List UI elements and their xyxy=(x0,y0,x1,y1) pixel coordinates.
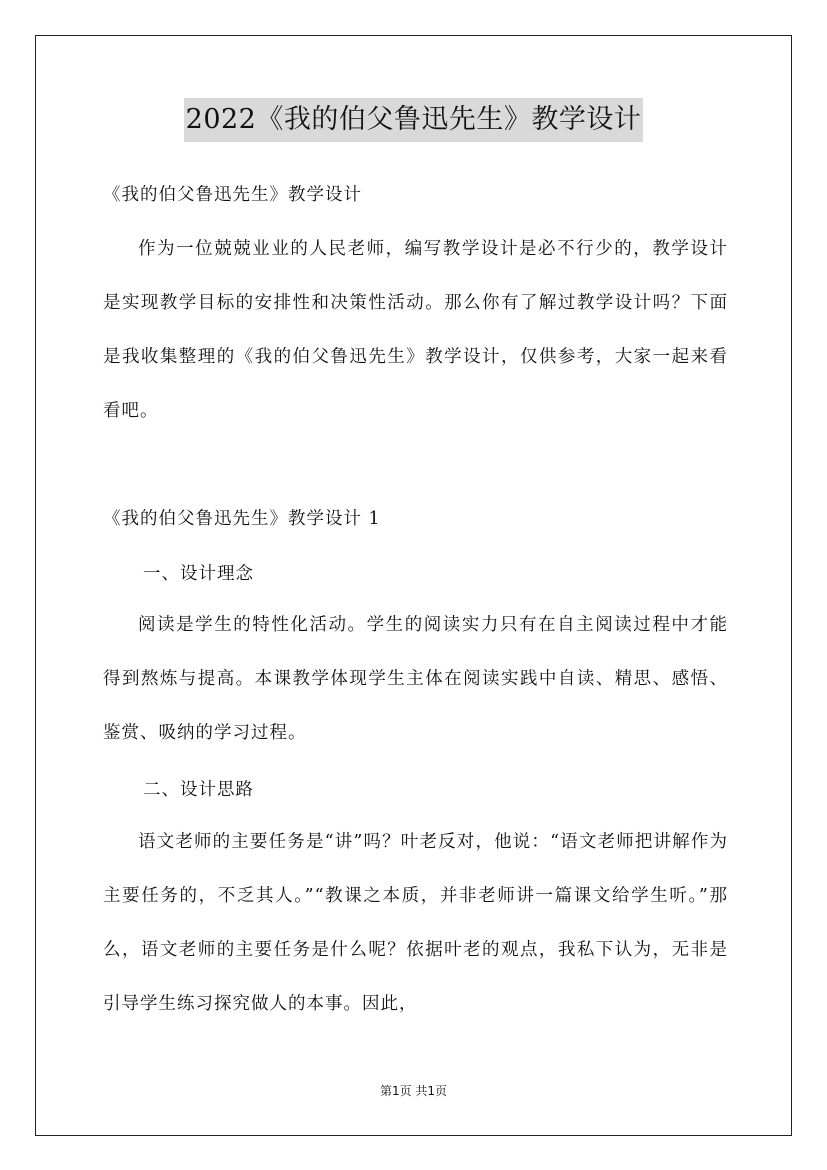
heading-design-concept: 一、设计理念 xyxy=(143,564,254,584)
document-title: 2022《我的伯父鲁迅先生》教学设计 xyxy=(184,98,644,142)
section-title: 《我的伯父鲁迅先生》教学设计 1 xyxy=(103,509,381,529)
intro-paragraph: 作为一位兢兢业业的人民老师，编写教学设计是必不行少的，教学设计是实现教学目标的安排性和决策性活动。那么你有了解过教学设计吗？下面是我收集整理的《我的伯父鲁迅先生》教学设计，仅供参考，大家一起来看看吧。 xyxy=(103,239,728,421)
design-approach-paragraph: 语文老师的主要任务是“讲”吗？叶老反对，他说：“语文老师把讲解作为主要任务的，不乏其人。”“教课之本质，并非老师讲一篇课文给学生听。”那么，语文老师的主要任务是什么呢？依据叶老的观点，我私下认为，无非是引导学生练习探究做人的本事。因此， xyxy=(103,832,728,1014)
title-container xyxy=(0,98,827,142)
document-subtitle: 《我的伯父鲁迅先生》教学设计 xyxy=(103,185,362,205)
design-concept-paragraph: 阅读是学生的特性化活动。学生的阅读实力只有在自主阅读过程中才能得到熬炼与提高。本课教学体现学生主体在阅读实践中自读、精思、感悟、鉴赏、吸纳的学习过程。 xyxy=(103,615,728,743)
heading-design-approach: 二、设计思路 xyxy=(143,780,254,800)
page-footer: 第1页 共1页 xyxy=(379,1084,448,1098)
